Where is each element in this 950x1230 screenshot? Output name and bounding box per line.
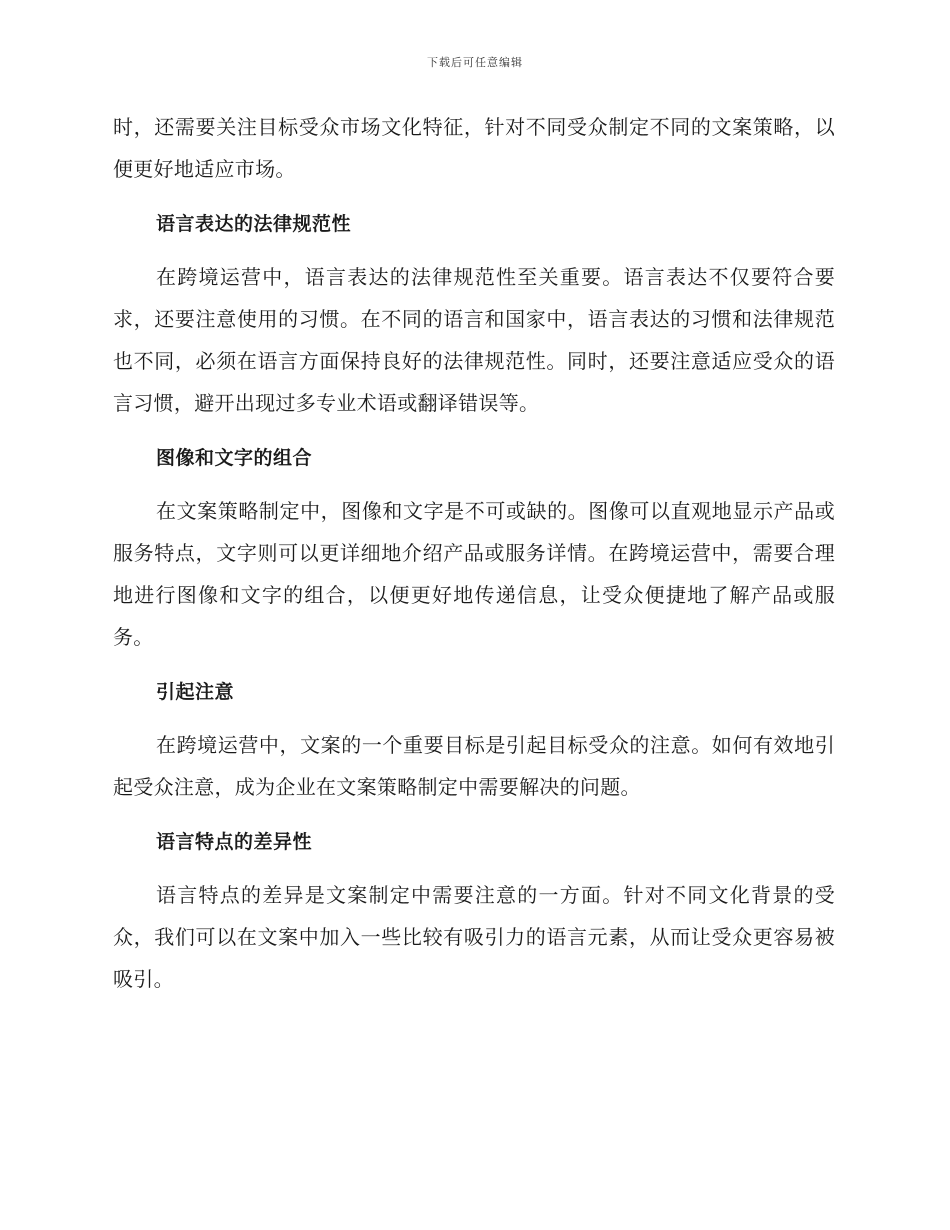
section-heading-image-text: 图像和文字的组合	[156, 447, 313, 469]
section-body-language-diff: 语言特点的差异是文案制定中需要注意的一方面。针对不同文化背景的受众，我们可以在文案中加入一些比较有吸引力的语言元素，从而让受众更容易被吸引。	[113, 883, 835, 991]
section-heading-language-diff: 语言特点的差异性	[156, 831, 313, 853]
document-body	[113, 106, 835, 1000]
section-body-image-text: 在文案策略制定中，图像和文字是不可或缺的。图像可以直观地显示产品或服务特点，文字则可以更详细地介绍产品或服务详情。在跨境运营中，需要合理地进行图像和文字的组合，以便更好地传递信息，让受众便捷地了解产品或服务。	[113, 499, 835, 649]
section-heading-legal: 语言表达的法律规范性	[156, 213, 352, 235]
section-body-legal: 在跨境运营中，语言表达的法律规范性至关重要。语言表达不仅要符合要求，还要注意使用的习惯。在不同的语言和国家中，语言表达的习惯和法律规范也不同，必须在语言方面保持良好的法律规范性。同时，还要注意适应受众的语言习惯，避开出现过多专业术语或翻译错误等。	[113, 265, 835, 415]
section-body-attention: 在跨境运营中，文案的一个重要目标是引起目标受众的注意。如何有效地引起受众注意，成为企业在文案策略制定中需要解决的问题。	[113, 733, 835, 799]
section-heading-attention: 引起注意	[156, 681, 235, 703]
page-header: 下载后可任意编辑	[427, 56, 523, 69]
intro-paragraph: 时，还需要关注目标受众市场文化特征，针对不同受众制定不同的文案策略，以便更好地适应市场。	[113, 115, 835, 181]
